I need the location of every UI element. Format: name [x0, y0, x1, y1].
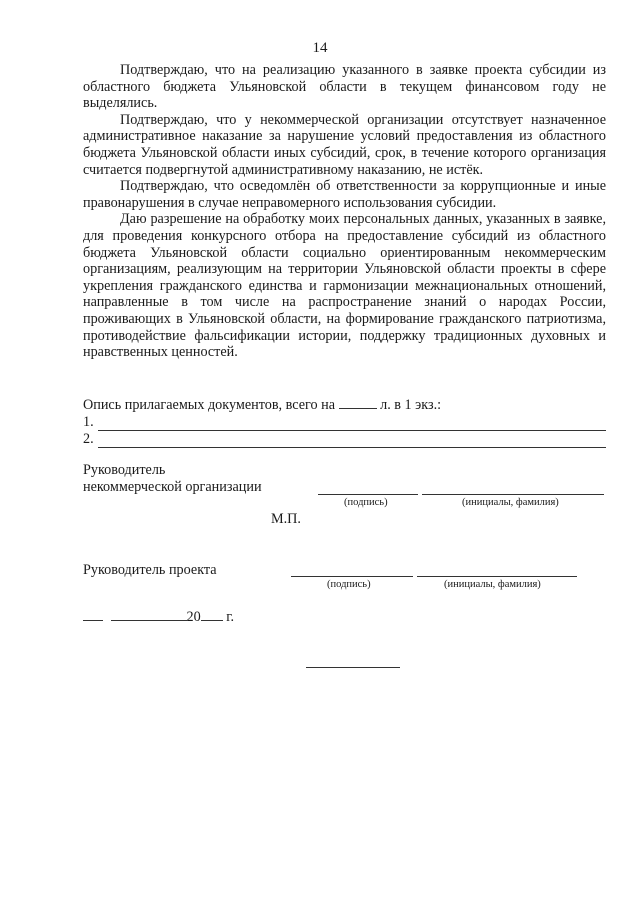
head-of-org-name-line[interactable]: [422, 494, 604, 495]
date-line: [83, 608, 234, 626]
inventory-prefix: Опись прилагаемых документов, всего на: [83, 397, 336, 413]
inventory-item-number: 2.: [83, 431, 94, 447]
inventory-suffix: л. в 1 экз.:: [380, 397, 442, 413]
inventory-item-number: 1.: [83, 414, 94, 430]
paragraph-personal-data: Даю разрешение на обработку моих персональных данных, указанных в заявке, для проведения конкурсного отбора на предоставление субсидий из областного бюджета Ульяновской области социально ориентированным некоммерческим организациям, реализующим на территории Ульяновской области проекты в сфере укрепления гражданского единства и гармонизации межнациональных отношений, направленные в том числе на распространение знаний о народах России, проживающих в Ульяновской области, на формирование гражданского патриотизма, противодействие фальсификации истории, поддержку традиционных духовных и нравственных ценностей.: [83, 211, 606, 361]
date-day-blank[interactable]: [83, 608, 103, 621]
inventory-item-1: [83, 414, 606, 431]
project-head-name-caption: (инициалы, фамилия): [444, 579, 541, 590]
inventory-section: [83, 396, 606, 448]
date-year-blank[interactable]: [201, 608, 223, 621]
project-head-signature-line[interactable]: [291, 576, 413, 577]
inventory-item-blank[interactable]: [98, 435, 606, 448]
bottom-line: [306, 667, 400, 668]
head-of-org-signature-caption: (подпись): [344, 497, 388, 508]
inventory-pages-blank[interactable]: [339, 396, 377, 409]
project-head-name-line[interactable]: [417, 576, 577, 577]
paragraph-no-penalty: Подтверждаю, что у некоммерческой организации отсутствует назначенное административное наказание за нарушение условий предоставления из областного бюджета Ульяновской области иных субсидий, срок, в течение которого организация считается подвергнутой административному наказанию, не истёк.: [83, 111, 606, 178]
date-year-suffix: г.: [226, 609, 235, 625]
date-year-prefix: 20: [186, 609, 201, 625]
body-text: [83, 62, 606, 361]
stamp-label: М.П.: [271, 511, 301, 527]
inventory-item-blank[interactable]: [98, 418, 606, 431]
page-number: 14: [312, 40, 328, 56]
date-month-blank[interactable]: [111, 608, 187, 621]
head-of-org-signature-line[interactable]: [318, 494, 418, 495]
inventory-item-2: [83, 431, 606, 448]
inventory-header: [83, 396, 606, 414]
paragraph-responsibility: Подтверждаю, что осведомлён об ответственности за коррупционные и иные правонарушения в случае неправомерного использования субсидии.: [83, 178, 606, 211]
head-of-org-label-2: некоммерческой организации: [83, 479, 262, 495]
paragraph-no-subsidy: Подтверждаю, что на реализацию указанного в заявке проекта субсидии из областного бюджета Ульяновской области в текущем финансовом году не выделялись.: [83, 62, 606, 112]
head-of-org-label-1: Руководитель: [83, 462, 166, 478]
project-head-label: Руководитель проекта: [83, 562, 217, 578]
head-of-org-name-caption: (инициалы, фамилия): [462, 497, 559, 508]
project-head-signature-caption: (подпись): [327, 579, 371, 590]
